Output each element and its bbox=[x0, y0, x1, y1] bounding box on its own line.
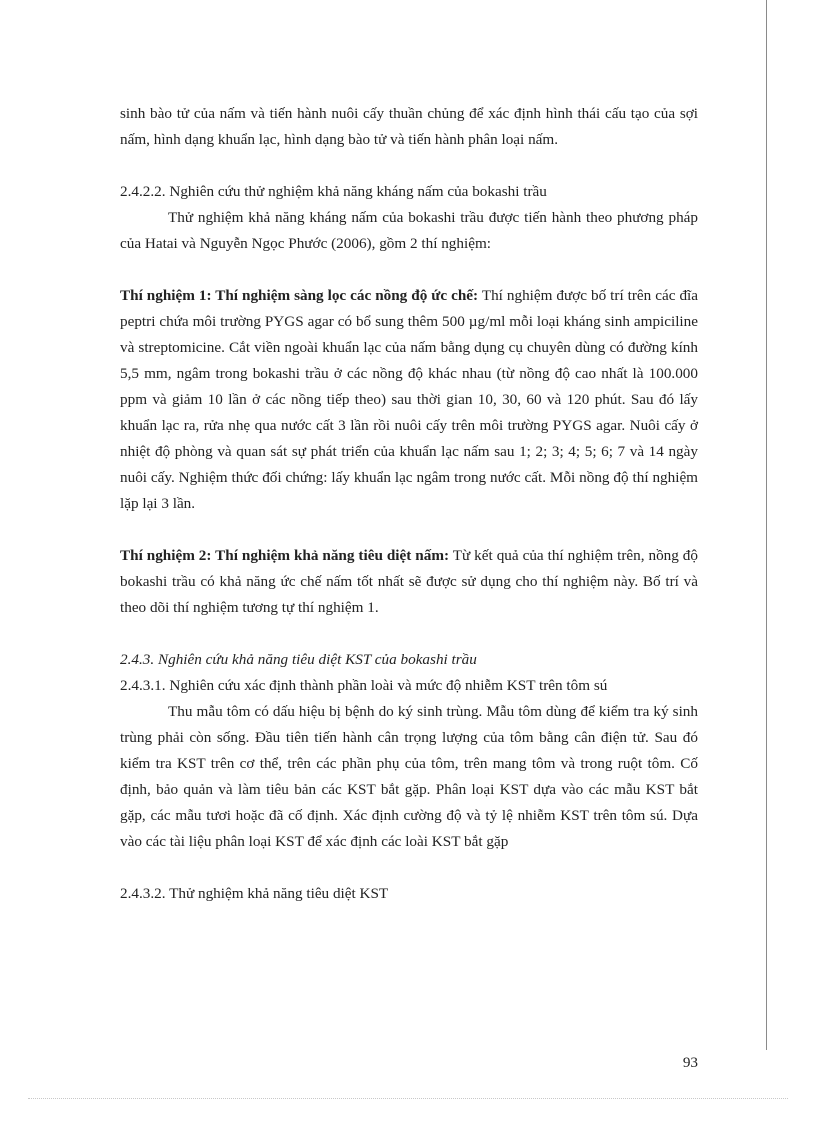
experiment-1-label: Thí nghiệm 1: Thí nghiệm sàng lọc các nồng độ ức chế: bbox=[120, 287, 479, 304]
right-margin-rule bbox=[766, 0, 767, 1050]
page-number: 93 bbox=[682, 1054, 698, 1071]
heading-2-4-3-2: 2.4.3.2. Thử nghiệm khả năng tiêu diệt KST bbox=[120, 885, 389, 902]
paragraph-experiment-1 bbox=[120, 283, 698, 517]
heading-2-4-3-1: 2.4.3.1. Nghiên cứu xác định thành phần loài và mức độ nhiễm KST trên tôm sú bbox=[120, 677, 608, 694]
paragraph-intro: sinh bào tử của nấm và tiến hành nuôi cấy thuần chủng để xác định hình thái cấu tạo của sợi nấm, hình dạng khuẩn lạc, hình dạng bào tử và tiến hành phân loại nấm. bbox=[120, 105, 698, 148]
page-bottom-divider bbox=[28, 1098, 788, 1099]
paragraph-method: Thử nghiệm khả năng kháng nấm của bokashi trầu được tiến hành theo phương pháp của Hatai và Nguyễn Ngọc Phước (2006), gồm 2 thí nghiệm: bbox=[120, 209, 698, 252]
experiment-2-label: Thí nghiệm 2: Thí nghiệm khả năng tiêu diệt nấm: bbox=[120, 547, 450, 564]
paragraph-sampling: Thu mẫu tôm có dấu hiệu bị bệnh do ký sinh trùng. Mẫu tôm dùng để kiểm tra ký sinh trùng phải còn sống. Đầu tiên tiến hành cân trọng lượng của tôm bằng cân điện tử. Sau đó kiểm tra KST trên cơ thể, trên các phần phụ của tôm, trên mang tôm và trong ruột tôm. Cố định, bảo quản và làm tiêu bản các KST bắt gặp. Phân loại KST dựa vào các mẫu KST bắt gặp, các mẫu tươi hoặc đã cố định. Xác định cường độ và tỷ lệ nhiễm KST trên tôm sú. Dựa vào các tài liệu phân loại KST để xác định các loài KST bắt gặp bbox=[120, 703, 698, 850]
experiment-1-text: Thí nghiệm được bố trí trên các đĩa peptri chứa môi trường PYGS agar có bổ sung thêm 500 µg/ml mỗi loại kháng sinh ampiciline và streptomicine. Cắt viền ngoài khuẩn lạc của nấm bằng dụng cụ chuyên dùng có đường kính 5,5 mm, ngâm trong bokashi trầu ở các nồng độ khác nhau (từ nồng độ cao nhất là 100.000 ppm và giảm 10 lần ở các nồng tiếp theo) sau thời gian 10, 30, 60 và 120 phút. Sau đó lấy khuẩn lạc ra, rửa nhẹ qua nước cất 3 lần rồi nuôi cấy trên môi trường PYGS agar. Nuôi cấy ở nhiệt độ phòng và quan sát sự phát triển của khuẩn lạc nấm sau 1; 2; 3; 4; 5; 6; 7 và 14 ngày nuôi cấy. Nghiệm thức đối chứng: lấy khuẩn lạc ngâm trong nước cất. Mỗi nồng độ thí nghiệm lặp lại 3 lần. bbox=[120, 287, 698, 512]
heading-2-4-3: 2.4.3. Nghiên cứu khả năng tiêu diệt KST của bokashi trầu bbox=[120, 651, 477, 668]
experiment-2-text: Từ kết quả của thí nghiệm trên, nồng độ bokashi trầu có khả năng ức chế nấm tốt nhất sẽ được sử dụng cho thí nghiệm này. Bố trí và theo dõi thí nghiệm tương tự thí nghiệm 1. bbox=[120, 547, 698, 616]
heading-2-4-2-2: 2.4.2.2. Nghiên cứu thử nghiệm khả năng kháng nấm của bokashi trầu bbox=[120, 183, 547, 200]
body-text bbox=[120, 101, 698, 907]
paragraph-experiment-2 bbox=[120, 543, 698, 621]
